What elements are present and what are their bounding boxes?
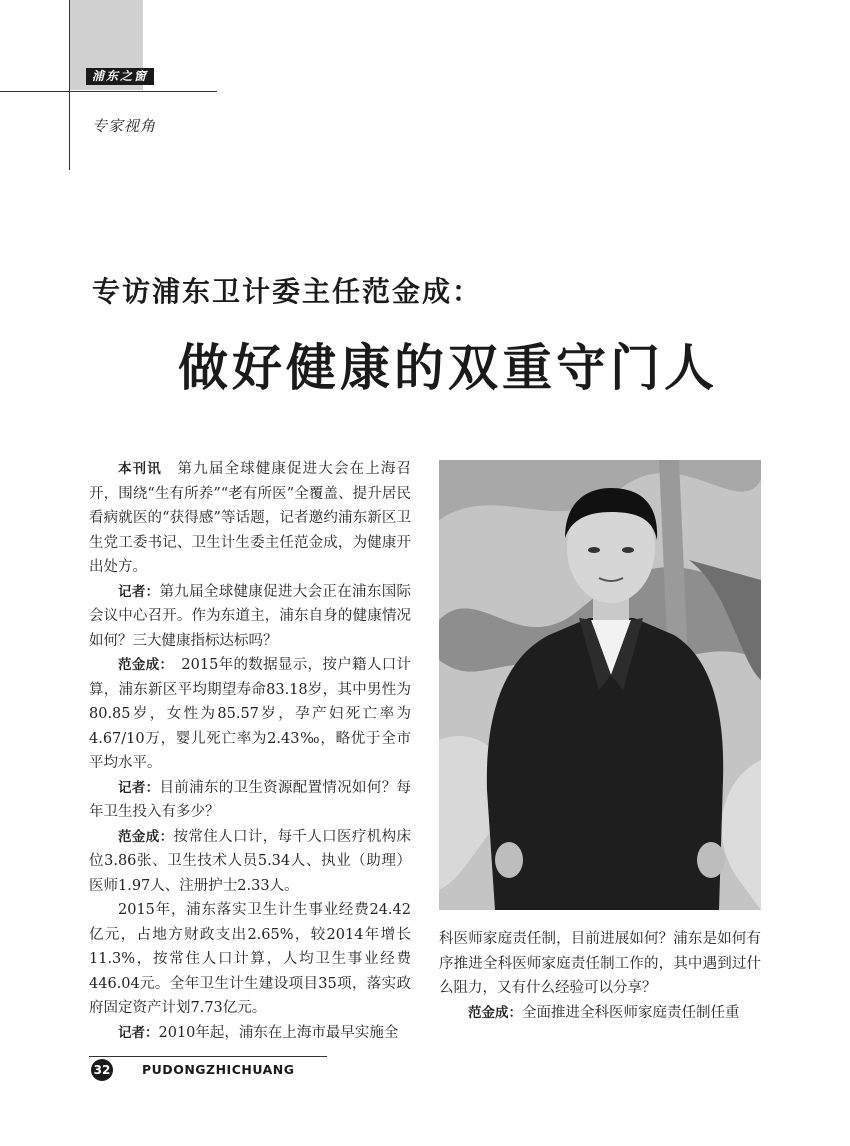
article-title: 做好健康的双重守门人 bbox=[178, 339, 718, 397]
paragraph-text: 按常住人口计，每千人口医疗机构床位3.86张、卫生技术人员5.34人、执业（助理）医师1.97人、注册护士2.33人。 bbox=[89, 828, 412, 894]
column-tag: 浦东之窗 bbox=[86, 68, 154, 85]
portrait-photo-icon bbox=[439, 460, 761, 910]
paragraph bbox=[89, 898, 411, 1021]
paragraph-text: 目前浦东的卫生资源配置情况如何？每年卫生投入有多少？ bbox=[89, 779, 412, 820]
header-vertical-rule bbox=[69, 0, 70, 170]
paragraph bbox=[89, 1021, 411, 1046]
paragraph-lead: 记者： bbox=[118, 583, 160, 600]
portrait-photo bbox=[439, 460, 761, 910]
left-text-column bbox=[89, 457, 411, 1045]
paragraph-text: 全面推进全科医师家庭责任制任重 bbox=[522, 1004, 740, 1021]
paragraph-lead: 范金成： bbox=[118, 657, 167, 673]
section-label: 专家视角 bbox=[92, 117, 157, 135]
header-horizontal-rule bbox=[0, 91, 217, 92]
page-number: 32 bbox=[91, 1059, 113, 1081]
paragraph bbox=[89, 580, 411, 654]
paragraph-text: 2010年起，浦东在上海市最早实施全 bbox=[158, 1024, 399, 1041]
paragraph bbox=[439, 927, 761, 1001]
paragraph-text: 2015年的数据显示，按户籍人口计算，浦东新区平均期望寿命83.18岁，其中男性为80.85岁，女性为85.57岁，孕产妇死亡率为4.67/10万，婴儿死亡率为2.43‰，略优于全市平均水平。 bbox=[89, 657, 412, 771]
paragraph-text: 科医师家庭责任制，目前进展如何？浦东是如何有序推进全科医师家庭责任制工作的，其中遇到过什么阻力，又有什么经验可以分享？ bbox=[439, 931, 761, 996]
article-subtitle: 专访浦东卫计委主任范金成： bbox=[92, 275, 483, 308]
paragraph bbox=[89, 653, 411, 776]
paragraph-lead: 记者： bbox=[118, 1024, 159, 1041]
right-text-column bbox=[439, 927, 761, 1025]
paragraph-lead: 本刊讯 bbox=[118, 461, 162, 477]
paragraph-text: 2015年，浦东落实卫生计生事业经费24.42亿元，占地方财政支出2.65%，较2014年增长11.3%，按常住人口计算，人均卫生事业经费446.04元。全年卫生计生建设项目35项，落实政府固定资产计划7.73亿元。 bbox=[89, 902, 411, 1016]
paragraph-lead: 范金成： bbox=[118, 828, 174, 845]
paragraph bbox=[439, 1001, 761, 1026]
paragraph-lead: 范金成： bbox=[468, 1004, 522, 1021]
paragraph-text: 第九届全球健康促进大会正在浦东国际会议中心召开。作为东道主，浦东自身的健康情况如何？三大健康指标达标吗？ bbox=[89, 583, 412, 649]
paragraph-lead: 记者： bbox=[118, 779, 160, 796]
paragraph bbox=[89, 776, 411, 825]
footer-rule bbox=[89, 1056, 327, 1057]
paragraph bbox=[89, 825, 411, 899]
paragraph-text: 第九届全球健康促进大会在上海召开，围绕“生有所养”“老有所医”全覆盖、提升居民看病就医的“获得感”等话题，记者邀约浦东新区卫生党工委书记、卫生计生委主任范金成，为健康开出处方。 bbox=[89, 461, 412, 575]
magazine-name: PUDONGZHICHUANG bbox=[142, 1062, 295, 1077]
paragraph bbox=[89, 457, 411, 580]
